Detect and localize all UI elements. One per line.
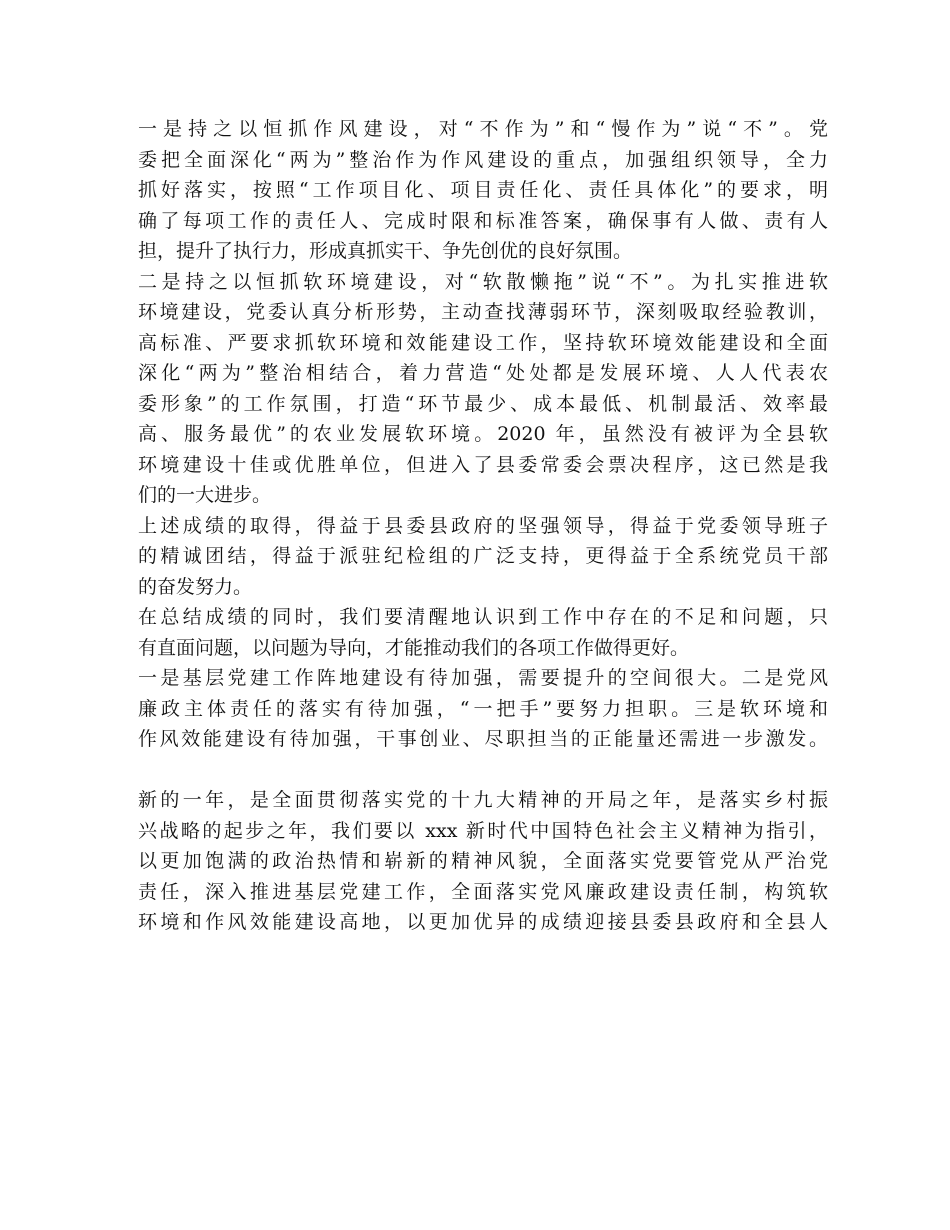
text-line: 作风效能建设有待加强，干事创业、尽职担当的正能量还需进一步激发。 [138, 728, 828, 750]
text-line: 在总结成绩的同时，我们要清醒地认识到工作中存在的不足和问题，只 [138, 606, 828, 628]
text-line: 环境和作风效能建设高地，以更加优异的成绩迎接县委县政府和全县人 [138, 911, 828, 933]
text-line: 抓好落实，按照“工作项目化、项目责任化、责任具体化”的要求，明 [138, 179, 828, 201]
text-line: 新的一年，是全面贯彻落实党的十九大精神的开局之年，是落实乡村振 [138, 789, 828, 811]
text-line: 们的一大进步。 [138, 484, 272, 506]
text-line: 廉政主体责任的落实有待加强，“一把手”要努力担职。三是软环境和 [138, 697, 828, 720]
text-line: 高、服务最优”的农业发展软环境。2020 年，虽然没有被评为全县软 [138, 423, 828, 445]
text-line: 兴战略的起步之年，我们要以 xxx 新时代中国特色社会主义精神为指引， [138, 819, 828, 842]
text-line: 一是持之以恒抓作风建设，对“不作为”和“慢作为”说“不”。党 [138, 118, 828, 140]
text-line: 上述成绩的取得，得益于县委县政府的坚强领导，得益于党委领导班子 [138, 514, 828, 537]
text-line: 责任，深入推进基层党建工作，全面落实党风廉政建设责任制，构筑软 [138, 880, 828, 903]
blank-line [138, 755, 828, 786]
text-line: 的精诚团结，得益于派驻纪检组的广泛支持，更得益于全系统党员干部 [138, 545, 828, 567]
text-line: 环境建设十佳或优胜单位，但进入了县委常委会票决程序，这已然是我 [138, 453, 828, 476]
text-line: 高标准、严要求抓软环境和效能建设工作，坚持软环境效能建设和全面 [138, 331, 828, 354]
text-line: 环境建设，党委认真分析形势，主动查找薄弱环节，深刻吸取经验教训， [138, 301, 828, 323]
text-line: 委形象”的工作氛围，打造“环节最少、成本最低、机制最活、效率最 [138, 392, 828, 415]
text-line: 以更加饱满的政治热情和崭新的精神风貌，全面落实党要管党从严治党 [138, 850, 828, 872]
text-line: 担，提升了执行力，形成真抓实干、争先创优的良好氛围。 [138, 240, 633, 262]
text-line: 委把全面深化“两为”整治作为作风建设的重点，加强组织领导，全力 [138, 148, 828, 171]
text-line: 有直面问题，以问题为导向，才能推动我们的各项工作做得更好。 [138, 636, 690, 659]
text-line: 确了每项工作的责任人、完成时限和标准答案，确保事有人做、责有人 [138, 209, 828, 232]
text-line: 的奋发努力。 [138, 575, 253, 598]
document-body [138, 114, 828, 938]
text-line: 一是基层党建工作阵地建设有待加强，需要提升的空间很大。二是党风 [138, 667, 828, 689]
text-line: 深化“两为”整治相结合，着力营造“处处都是发展环境、人人代表农 [138, 362, 828, 384]
text-line: 二是持之以恒抓软环境建设，对“软散懒拖”说“不”。为扎实推进软 [138, 270, 828, 293]
